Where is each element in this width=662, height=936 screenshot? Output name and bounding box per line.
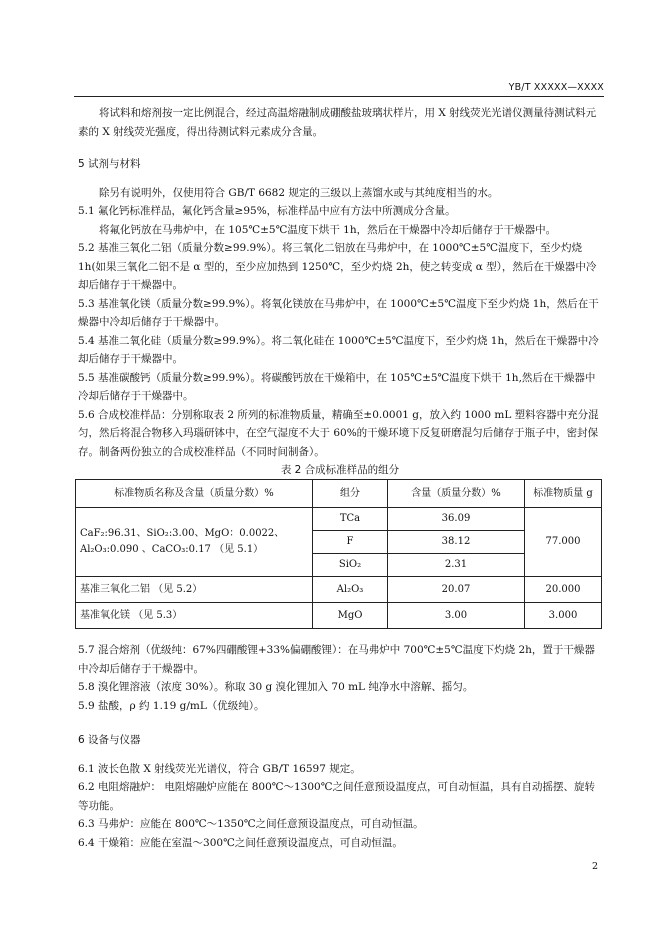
item-5-4: 5.4 基准二氧化硅（质量分数≥99.9%）。将二氧化硅在 1000℃±5℃温度下，至少灼烧 1h，然后在干燥器中冷却后储存于干燥器中。 (78, 334, 599, 365)
cell-component: Al₂O₃ (313, 577, 388, 603)
item-5-1: 5.1 氟化钙标准样品，氟化钙含量≥95%，标准样品中应有方法中所测成分含量。 (78, 205, 456, 217)
page-number: 2 (591, 861, 598, 872)
cell-component: MgO (313, 603, 388, 629)
item-5-8: 5.8 溴化锂溶液（浓度 30%）。称取 30 g 溴化锂加入 70 mL 纯净水中溶解、摇匀。 (78, 681, 474, 693)
cell-content: 38.12 (388, 531, 525, 554)
table-caption: 表 2 合成标准样品的组分 (280, 464, 400, 476)
cell-content: 36.09 (388, 508, 525, 531)
cell-mass: 3.000 (525, 603, 602, 629)
table-header-row (76, 480, 602, 508)
cell-component: SiO₂ (313, 554, 388, 577)
item-5-3: 5.3 基准氧化镁（质量分数≥99.9%）。将氧化镁放在马弗炉中，在 1000℃±5℃温度下至少灼烧 1h，然后在干燥器中冷却后储存于干燥器中。 (78, 297, 599, 328)
table-row (76, 508, 602, 531)
material-line-2: Al₂O₃:0.090 、CaCO₃:0.17 （见 5.1） (80, 544, 264, 555)
section-5-heading: 5 试剂与材料 (78, 158, 141, 170)
item-6-2: 6.2 电阻熔融炉： 电阻熔融炉应能在 800℃～1300℃之间任意预设温度点，可自动恒温，具有自动摇摆、旋转等功能。 (78, 781, 595, 812)
col-header-component: 组分 (313, 480, 388, 508)
cell-material: 基准氧化镁 （见 5.3） (76, 603, 313, 629)
item-5-5: 5.5 基准碳酸钙（质量分数≥99.9%）。将碳酸钙放在干燥箱中，在 105℃±5℃温度下烘干 1h,然后在干燥器中冷却后储存于干燥器中。 (78, 371, 596, 402)
col-header-material: 标准物质名称及含量（质量分数）% (76, 480, 313, 508)
item-5-2: 5.2 基准三氧化二铝（质量分数≥99.9%）。将三氧化二铝放在马弗炉中，在 1000℃±5℃温度下，至少灼烧 1h(如果三氧化二铝不是 α 型的，至少应加热到 1250℃，至少灼烧 2h，使之转变成 α 型），然后在干燥器中冷却后储存于干燥器中。 (78, 242, 597, 291)
cell-mass: 77.000 (525, 508, 602, 577)
page-body (78, 104, 602, 852)
col-header-content: 含量（质量分数）% (388, 480, 525, 508)
composition-table (75, 479, 602, 629)
item-5-1-detail: 将氟化钙放在马弗炉中，在 105℃±5℃温度下烘干 1h，然后在干燥器中冷却后储存于干燥器中。 (99, 223, 557, 236)
header-rule (74, 96, 604, 97)
item-6-3: 6.3 马弗炉：应能在 800℃～1350℃之间任意预设温度点，可自动恒温。 (78, 818, 424, 830)
section-5-intro: 除另有说明外，仅使用符合 GB/T 6682 规定的三级以上蒸馏水或与其纯度相当的水。 (99, 186, 499, 199)
intro-paragraph: 将试料和熔剂按一定比例混合，经过高温熔融制成硼酸盐玻璃状样片，用 X 射线荧光光谱仪测量待测试料元素的 X 射线荧光强度，得出待测试料元素成分含量。 (78, 107, 597, 138)
cell-component: F (313, 531, 388, 554)
cell-material-caf2 (76, 508, 313, 577)
table-row (76, 577, 602, 603)
cell-content: 3.00 (388, 603, 525, 629)
cell-mass: 20.000 (525, 577, 602, 603)
col-header-mass: 标准物质量 g (525, 480, 602, 508)
cell-material: 基准三氧化二铝 （见 5.2） (76, 577, 313, 603)
material-line-1: CaF₂:96.31、SiO₂:3.00、MgO：0.0022、 (80, 528, 285, 539)
item-5-7: 5.7 混合熔剂（优级纯：67%四硼酸锂+33%偏硼酸锂）：在马弗炉中 700℃±5℃温度下灼烧 2h，置于干燥器中冷却后储存于干燥器中。 (78, 644, 595, 675)
cell-content: 20.07 (388, 577, 525, 603)
document-code: YB/T XXXXX—XXXX (508, 82, 604, 93)
item-6-1: 6.1 波长色散 X 射线荧光光谱仪，符合 GB/T 16597 规定。 (78, 762, 361, 775)
item-5-6: 5.6 合成校准样品：分别称取表 2 所列的标准物质量，精确至±0.0001 g，放入约 1000 mL 塑料容器中充分混匀，然后将混合物移入玛瑙研钵中，在空气湿度不大于 60%的干燥环境下反复研磨混匀后储存于瓶子中，密封保存。制备两份独立的合成校准样品（不同时间制备）。 (78, 408, 599, 458)
cell-component: TCa (313, 508, 388, 531)
item-6-4: 6.4 干燥箱：应能在室温～300℃之间任意预设温度点，可自动恒温。 (78, 836, 403, 849)
item-5-9: 5.9 盐酸，ρ 约 1.19 g/mL（优级纯）。 (78, 699, 265, 712)
cell-content: 2.31 (388, 554, 525, 577)
section-6-heading: 6 设备与仪器 (78, 734, 141, 746)
table-row (76, 603, 602, 629)
